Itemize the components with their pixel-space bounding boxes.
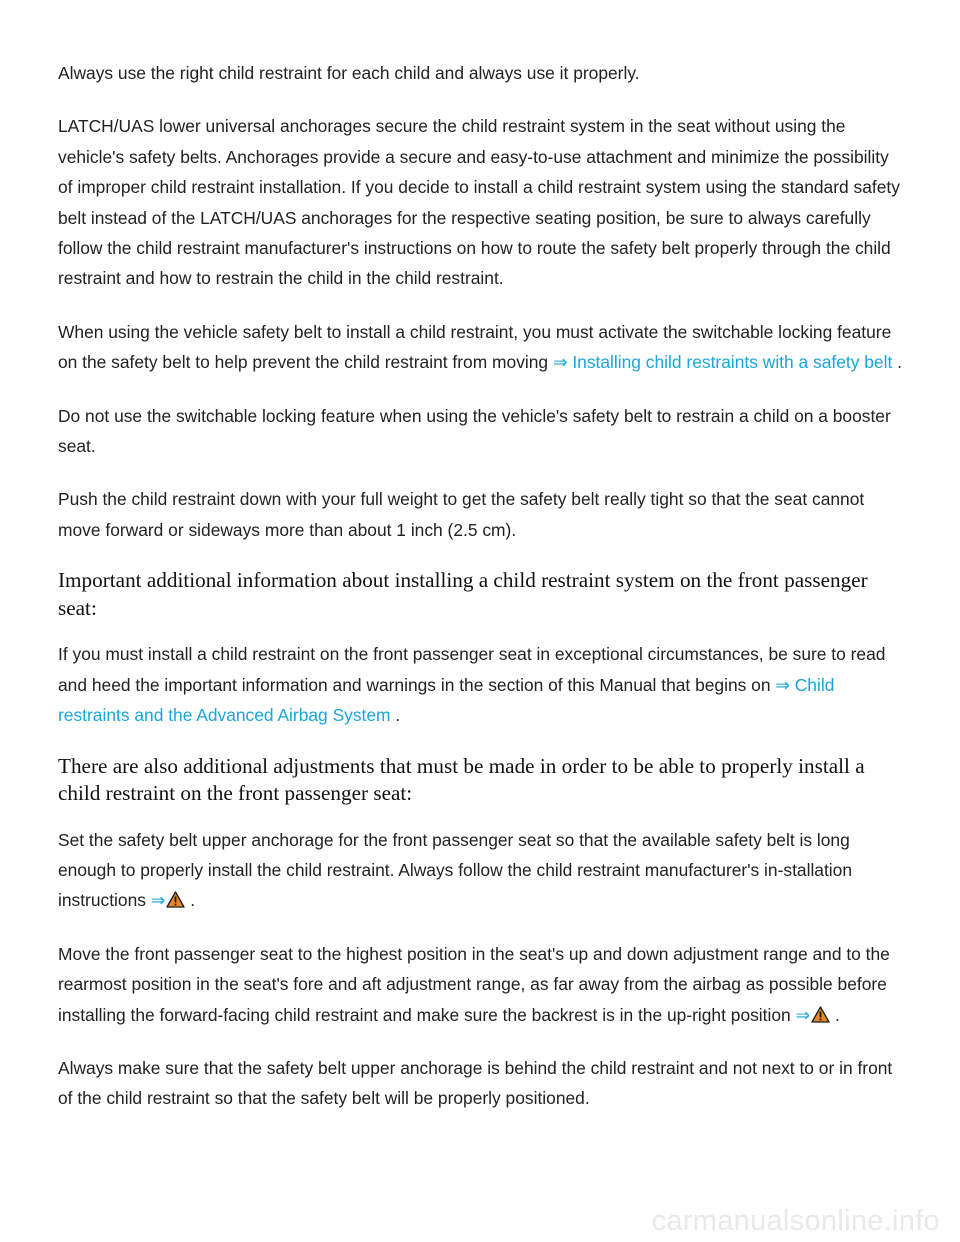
- paragraph-move-seat: [58, 939, 908, 1030]
- paragraph-exceptional-circumstances: [58, 639, 908, 730]
- paragraph-anchorage-behind: Always make sure that the safety belt upper anchorage is behind the child restraint and not next to or in front of the child restraint so that the safety belt will be properly positioned.: [58, 1057, 893, 1109]
- paragraph-booster-seat: Do not use the switchable locking feature when using the vehicle's safety belt to restrain a child on a booster seat.: [58, 405, 891, 457]
- paragraph-switchable-locking: [58, 317, 908, 378]
- warning-reference-link[interactable]: [796, 1005, 831, 1025]
- link-installing-child-restraints[interactable]: ⇒ Installing child restraints with a safety belt: [552, 352, 893, 373]
- heading-front-passenger-info: Important additional information about installing a child restraint system on the front passenger seat:: [58, 568, 868, 620]
- warning-triangle-icon: [811, 1006, 830, 1023]
- link-advanced-airbag-system[interactable]: ⇒ Child restraints and the Advanced Airbag System: [58, 674, 835, 726]
- watermark-text: carmanualsonline.info: [651, 1205, 940, 1237]
- warning-triangle-icon: [166, 891, 185, 908]
- arrow-icon: ⇒: [795, 1004, 811, 1025]
- paragraph-latch-anchorages: LATCH/UAS lower universal anchorages secure the child restraint system in the seat without using the vehicle's safety belts. Anchorages provide a secure and easy-to-use attachment and minimize the possibility of improper child restraint installation. If you decide to install a child restraint system using the standard safety belt instead of the LATCH/UAS anchorages for the respective seating position, be sure to always carefully follow the child restraint manufacturer's instructions on how to route the safety belt properly through the child restraint and how to restrain the child in the child restraint.: [58, 116, 900, 289]
- paragraph-upper-anchorage: [58, 825, 908, 916]
- paragraph-end: .: [892, 352, 902, 373]
- paragraph-end: .: [830, 1004, 840, 1025]
- paragraph-text: When using the vehicle safety belt to install a child restraint, you must activate the switchable locking feature on the safety belt to help prevent the child restraint from moving: [58, 321, 892, 373]
- warning-reference-link[interactable]: [151, 890, 186, 910]
- paragraph-end: .: [390, 705, 401, 726]
- manual-page: [58, 58, 908, 1114]
- arrow-icon: ⇒: [150, 890, 166, 911]
- paragraph-push-down: Push the child restraint down with your full weight to get the safety belt really tight so that the seat cannot move forward or sideways more than about 1 inch (2.5 cm).: [58, 489, 865, 540]
- paragraph-text: Set the safety belt upper anchorage for the front passenger seat so that the available safety belt is long enough to properly install the child restraint. Always follow the child restraint manufacturer's in-stallation instructions: [58, 829, 853, 911]
- paragraph-text: Move the front passenger seat to the highest position in the seat's up and down adjustment range and to the rearmost position in the seat's fore and aft adjustment range, as far away from the airbag as possible before installing the forward-facing child restraint and make sure the backrest is in the up-right position: [58, 943, 890, 1025]
- paragraph-end: .: [185, 890, 196, 911]
- paragraph-1: Always use the right child restraint for each child and always use it properly.: [58, 63, 640, 83]
- paragraph-text: If you must install a child restraint on the front passenger seat in exceptional circumstances, be sure to read and heed the important information and warnings in the section of this Manual that begins on: [58, 644, 886, 695]
- heading-additional-adjustments: There are also additional adjustments that must be made in order to be able to properly install a child restraint on the front passenger seat:: [58, 753, 865, 805]
